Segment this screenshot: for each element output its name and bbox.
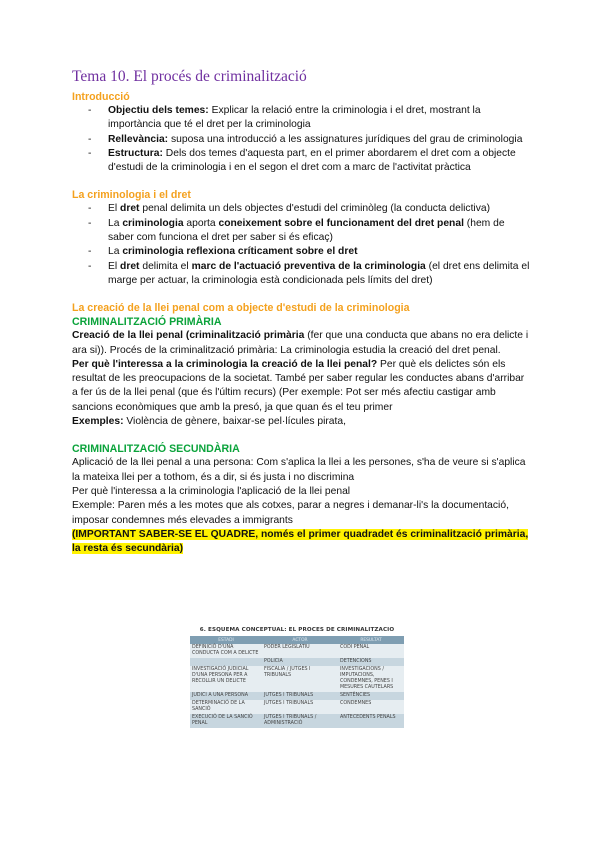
table-cell: DETENCIONS [338,658,404,666]
table-row [190,714,404,728]
table-cell: EXECUCIÓ DE LA SANCIÓ PENAL [190,714,262,728]
list-item: - El dret delimita el marc de l'actuació preventiva de la criminologia (el dret ens delimita el marge per actuar, la criminologia està condicionada pels límits del dret) [88,260,530,286]
table-header: ESTADI [190,636,262,644]
paragraph: Per què l'interessa a la criminologia l'aplicació de la llei penal [72,485,351,497]
concept-diagram-figure [188,627,406,843]
page-title: Tema 10. El procés de criminalització [72,68,307,85]
intro-heading: Introducció [72,91,130,103]
list-item: - La criminologia reflexiona críticament sobre el dret [88,246,358,258]
table-cell: DEFINICIÓ D'UNA CONDUCTA COM A DELICTE [190,644,262,658]
table-cell [190,658,262,666]
table-cell: CONDEMNES [338,700,404,714]
table-cell: JUTGES I TRIBUNALS [262,700,338,714]
paragraph: Per què l'interessa a la criminologia la creació de la llei penal? Per què els delictes són els resultat de les preocupacions de la societat. També per saber regular les conductes abans d'arribar a fer ús de la llei penal (que és l'últim recurs) (Per exemple: Pot ser més afectiu castigar amb sancions econòmiques que amb la presó, ja que quan és el teu primer [72,358,525,413]
list-item: - Estructura: Dels dos temes d'aquesta part, en el primer abordarem el dret com a objecte d'estudi de la criminologia i en el segon el dret com a marc de l'activitat pràctica [88,147,516,174]
list-item: - Objectiu dels temes: Explicar la relació entre la criminologia i el dret, mostrant la importància que té el dret per la criminologia [88,105,481,131]
section-heading-creacio: La creació de la llei penal com a objecte d'estudi de la criminologia [72,302,410,315]
list-item: - El dret penal delimita un dels objectes d'estudi del criminòleg (la conducta delictiva) [88,203,491,215]
concept-table [190,636,404,728]
table-row [190,692,404,700]
table-header: ACTOR [262,636,338,644]
paragraph: Aplicació de la llei penal a una persona: Com s'aplica la llei a les persones, s'ha de veure si s'aplica la mateixa llei per a tothom, és a dir, si és justa i no discrimina [72,457,526,483]
table-cell: FISCALIA / JUTGES I TRIBUNALS [262,666,338,692]
intro-list [72,104,532,175]
table-cell: JUTGES I TRIBUNALS [262,692,338,700]
table-header: RESULTAT [338,636,404,644]
paragraph: Exemple: Paren més a les motes que als cotxes, parar a negres i demanar-li's la documentació, imposar condemnes més elevades a immigrants [72,500,509,526]
section-heading-criminologia: La criminologia i el dret [72,189,191,202]
table-row [190,644,404,658]
subheading-primaria: CRIMINALITZACIÓ PRIMÀRIA [72,316,222,329]
table-cell: SENTÈNCIES [338,692,404,700]
table-cell: DETERMINACIÓ DE LA SANCIÓ [190,700,262,714]
document-page [72,68,532,556]
table-cell: CODI PENAL [338,644,404,658]
paragraph: Creació de la llei penal (criminalització primària (fer que una conducta que abans no era delicte i ara si)). Procés de la criminalització primària: La criminologia estudia la creació del dret penal. [72,330,529,356]
table-cell: JUTGES I TRIBUNALS / ADMINISTRACIÓ [262,714,338,728]
table-cell: JUDICI A UNA PERSONA [190,692,262,700]
table-cell: ANTECEDENTS PENALS [338,714,404,728]
criminologia-list [72,202,532,288]
table-row [190,658,404,666]
table-cell: PODER LEGISLATIU [262,644,338,658]
figure-title: 6. ESQUEMA CONCEPTUAL: EL PROCES DE CRIMINALITZACIO [199,627,395,633]
table-row [190,666,404,692]
table-cell: INVESTIGACIONS / IMPUTACIONS, CONDEMNES, PENES I MESURES CAUTELARS [338,666,404,692]
important-note: (IMPORTANT SABER-SE EL QUADRE, només el primer quadradet és criminalització primària, la resta és secundària) [72,528,529,555]
table-cell: POLICIA [262,658,338,666]
list-item: - Rellevància: suposa una introducció a les assignatures jurídiques del grau de criminologia [88,133,523,145]
subheading-secundaria: CRIMINALITZACIÓ SECUNDÀRIA [72,443,240,456]
table-cell: INVESTIGACIÓ JUDICIAL D'UNA PERSONA PER A RECOLLIR UN DELICTE [190,666,262,692]
list-item: - La criminologia aporta coneixement sobre el funcionament del dret penal (hem de saber com funciona el dret per saber si és eficaç) [88,217,505,244]
paragraph: Exemples: Violència de gènere, baixar-se pel·lícules pirata, [72,416,346,428]
table-row [190,700,404,714]
